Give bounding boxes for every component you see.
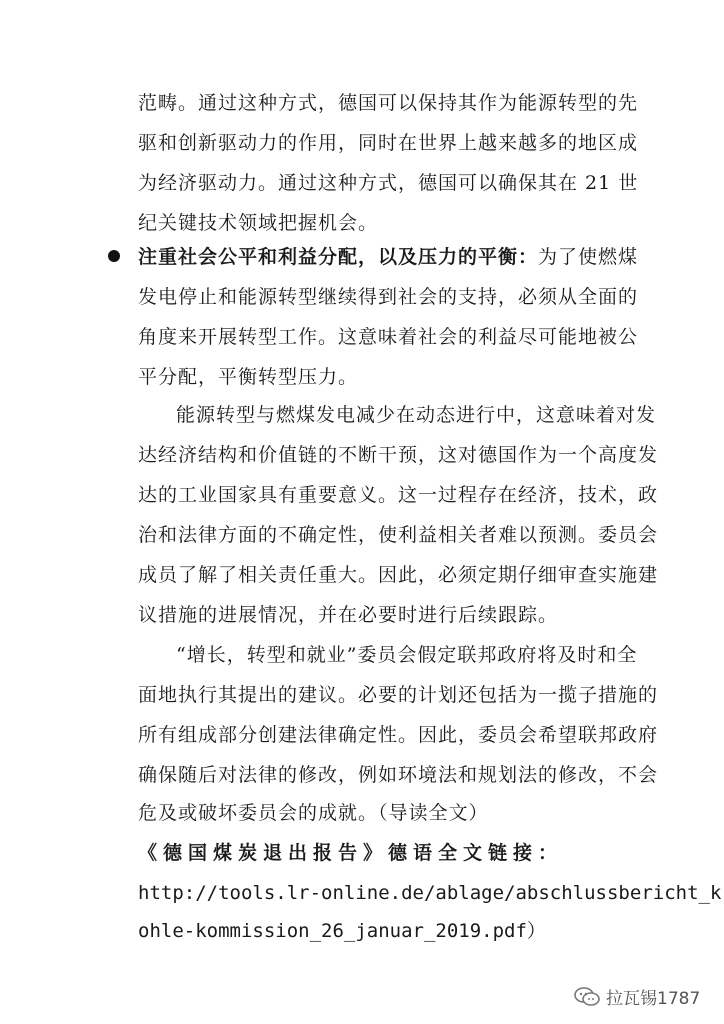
watermark [574, 984, 700, 1009]
paragraph-line: 成员了解了相关责任重大。因此，必须定期仔细审查实施建 [138, 564, 659, 586]
paragraph-line: 驱和创新驱动力的作用，同时在世界上越来越多的地区成 [138, 132, 639, 154]
paragraph-line: 能源转型与燃煤发电减少在动态进行中，这意味着对发 [176, 404, 657, 426]
report-link-title: 《德国煤炭退出报告》德语全文链接： [138, 842, 564, 864]
paragraph-line: 危及或破坏委员会的成就。（导读全文） [138, 802, 489, 824]
paragraph-line: “增长，转型和就业”委员会假定联邦政府将及时和全 [176, 644, 638, 666]
bullet-first-line-rest: 为了使燃煤 [538, 246, 639, 268]
bullet-line: 发电停止和能源转型继续得到社会的支持，必须从全面的 [138, 286, 639, 308]
report-url-line[interactable]: ohle-kommission_26_januar_2019.pdf） [138, 920, 546, 942]
paragraph-line: 治和法律方面的不确定性，使利益相关者难以预测。委员会 [138, 524, 659, 546]
paragraph-line: 所有组成部分创建法律确定性。因此，委员会希望联邦政府 [138, 724, 659, 746]
bullet-line: 平分配，平衡转型压力。 [138, 366, 359, 388]
paragraph-line: 达的工业国家具有重要意义。这一过程存在经济，技术，政 [138, 484, 659, 506]
watermark-text: 拉瓦锡1787 [606, 989, 701, 1009]
paragraph-line: 范畴。通过这种方式，德国可以保持其作为能源转型的先 [138, 92, 639, 114]
wechat-icon [574, 987, 600, 1007]
bullet-first-line [138, 244, 638, 270]
paragraph-line: 纪关键技术领域把握机会。 [138, 212, 379, 234]
report-url-line[interactable]: http://tools.lr-online.de/ablage/abschlussbericht_k [138, 882, 722, 904]
bullet-heading: 注重社会公平和利益分配，以及压力的平衡： [138, 246, 539, 268]
paragraph-line: 面地执行其提出的建议。必要的计划还包括为一揽子措施的 [138, 684, 659, 706]
paragraph-line: 为经济驱动力。通过这种方式，德国可以确保其在 21 世 [138, 172, 639, 194]
bullet-line: 角度来开展转型工作。这意味着社会的利益尽可能地被公 [138, 326, 639, 348]
paragraph-line: 确保随后对法律的修改，例如环境法和规划法的修改，不会 [138, 764, 659, 786]
bullet-icon [108, 250, 120, 262]
paragraph-line: 达经济结构和价值链的不断干预，这对德国作为一个高度发 [138, 444, 659, 466]
paragraph-line: 议措施的进展情况，并在必要时进行后续跟踪。 [138, 604, 559, 626]
